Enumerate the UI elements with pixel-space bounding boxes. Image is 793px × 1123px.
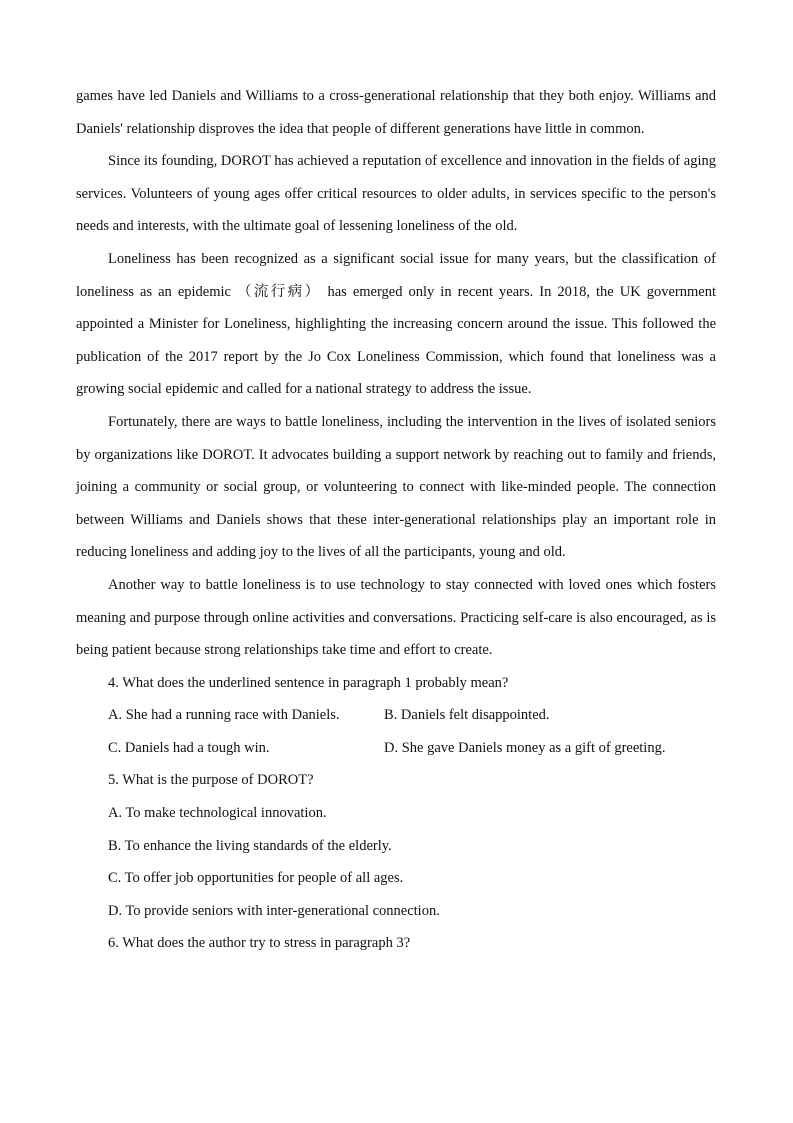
option-row	[76, 732, 716, 765]
question-stem: 5. What is the purpose of DOROT?	[108, 772, 314, 789]
option-b: B. Daniels felt disappointed.	[384, 707, 550, 724]
option-a: A. She had a running race with Daniels.	[108, 707, 340, 724]
document-page	[76, 80, 716, 960]
question-stem: 6. What does the author try to stress in paragraph 3?	[108, 935, 411, 952]
paragraph-battle-loneliness: Fortunately, there are ways to battle loneliness, including the intervention in the lives of isolated seniors by organizations like DOROT. It advocates building a support network by reaching out to family and friends, joining a community or social group, or volunteering to connect with like-minded people. The connection between Williams and Daniels shows that these inter-generational relationships play an important role in reducing loneliness and adding joy to the lives of all the participants, young and old.	[76, 413, 716, 561]
option-row	[76, 699, 716, 732]
question-stem: 4. What does the underlined sentence in paragraph 1 probably mean?	[108, 674, 509, 691]
question-6	[76, 927, 716, 960]
paragraph-loneliness-epidemic: Loneliness has been recognized as a significant social issue for many years, but the classification of loneliness as an epidemic （流行病） has emerged only in recent years. In 2018, the UK government appointed a Minister for Loneliness, highlighting the increasing concern around the issue. This followed the publication of the 2017 report by the Jo Cox Loneliness Commission, which found that loneliness was a growing social epidemic and called for a national strategy to address the issue.	[76, 250, 716, 398]
option-c: C. To offer job opportunities for people of all ages.	[108, 870, 404, 887]
paragraph-dorot-founding: Since its founding, DOROT has achieved a reputation of excellence and innovation in the fields of aging services. Volunteers of young ages offer critical resources to older adults, in services specific to the person's needs and interests, with the ultimate goal of lessening loneliness of the old.	[76, 153, 716, 235]
option-d: D. She gave Daniels money as a gift of greeting.	[384, 739, 666, 756]
question-5	[76, 764, 716, 927]
option-b: B. To enhance the living standards of the elderly.	[108, 837, 392, 854]
question-4	[76, 667, 716, 765]
paragraph-continuation: games have led Daniels and Williams to a cross-generational relationship that they both enjoy. Williams and Daniels' relationship disproves the idea that people of different generations have little in common.	[76, 88, 716, 137]
paragraph-technology: Another way to battle loneliness is to use technology to stay connected with loved ones which fosters meaning and purpose through online activities and conversations. Practicing self-care is also encouraged, as is being patient because strong relationships take time and effort to create.	[76, 576, 716, 659]
option-c: C. Daniels had a tough win.	[108, 739, 270, 756]
option-a: A. To make technological innovation.	[108, 805, 327, 822]
option-d: D. To provide seniors with inter-generational connection.	[108, 902, 440, 919]
